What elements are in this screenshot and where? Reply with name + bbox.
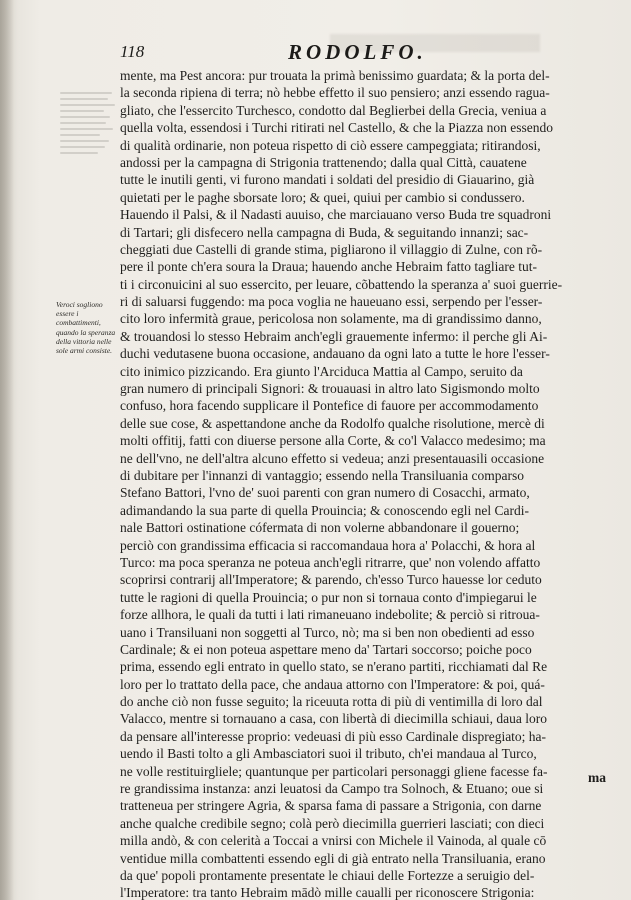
text-line: Hauendo il Palsi, & il Nadasti auuiso, che marciauano verso Buda tre squadroni xyxy=(120,207,552,223)
text-line: tutte le ragioni di quella Prouincia; o pur non si tornaua conto d'impiegarui le xyxy=(120,589,537,605)
text-line: Stefano Battori, l'vno de' suoi parenti con gran numero di Cosacchi, armato, xyxy=(120,485,530,501)
text-line: quella volta, essendosi i Turchi ritirati nel Castello, & che la Piazza non essendo xyxy=(120,120,554,136)
text-line: la seconda ripiena di terra; nò hebbe effetto il suo pensiero; anzi essendo ragua- xyxy=(120,85,550,101)
text-line: uendo il Basti tolto a gli Ambasciatori suoi il tributo, ch'ei mandaua al Turco, xyxy=(120,746,537,762)
page-header xyxy=(120,40,620,66)
text-line: delle sue cose, & aspettandone anche da Rodolfo qualche risolutione, mercè di xyxy=(120,415,545,431)
text-line: perciò con grandissima efficacia si raccomandaua hora a' Polacchi, & hora al xyxy=(120,537,536,553)
text-line: di Tartari; gli disfecero nella campagna di Buda, & seguitando innanzi; sac- xyxy=(120,224,529,240)
text-line: ti i circonuicini al suo essercito, per leuare, cõbattendo la speranza a' suoi guerrie- xyxy=(120,276,563,292)
text-line: ne dell'vno, ne dell'altra alcuno effetto si vedeua; anzi presentauasili occasione xyxy=(120,450,545,466)
text-line: tratteneua per stringere Agria, & sparsa fama di passare a Strigonia, con darne xyxy=(120,798,542,814)
text-line: molti offitij, fatti con diuerse persone alla Corte, & co'l Valacco medesimo; ma xyxy=(120,433,546,449)
text-line: mente, ma Pest ancora: pur trouata la primà benissimo guardata; & la porta del- xyxy=(120,68,550,83)
text-line: tutte le inutili genti, vi furono mandati i soldati del presidio di Giauarino, già xyxy=(120,172,535,188)
running-title: RODOLFO. xyxy=(288,40,427,64)
text-line: pere il ponte ch'era soura la Draua; hauendo anche Hebraim fatto tagliare tut- xyxy=(120,259,537,275)
text-line: milla andò, & con celerità a Toccai a vnirsi con Michele il Vainoda, al quale cō xyxy=(120,833,547,849)
text-line: forze allhora, le quali da tutti i lati rimaneuano indebolite; & perciò si ritroua- xyxy=(120,607,540,623)
text-line: gliato, che l'essercito Turchesco, condotto dal Beglierbei della Grecia, veniua a xyxy=(120,102,547,118)
text-line: da que' popoli prontamente presentate le chiaui delle Fortezze a seruigio del- xyxy=(120,867,535,883)
text-line: ne volle restituirgliele; quantunque per particolari personaggi gliene facesse fa- xyxy=(120,763,548,779)
text-line: scoprirsi contrarij all'Imperatore; & parendo, ch'esso Turco hauesse lor ceduto xyxy=(120,572,542,588)
text-line: re grandissima instanza: anzi leuatosi da Campo tra Solnoch, & Etuano; oue si xyxy=(120,781,544,797)
page-binding-shadow xyxy=(0,0,14,900)
text-line: Valacco, mentre si tornauano a casa, con libertà di diecimilla schiaui, daua loro xyxy=(120,711,547,727)
text-line: & trouandosi lo stesso Hebraim anch'egli grauemente infermo: il perche gli Ai- xyxy=(120,328,548,344)
text-line: cheggiati due Castelli di grande stima, pigliarono il villaggio di Zulne, con rõ- xyxy=(120,241,543,257)
text-line: quietati per le paghe sborsate loro; & quei, quiui per cambio si condussero. xyxy=(120,189,525,205)
text-line: gran numero di principali Signori: & trouauasi in altro lato Sigismondo molto xyxy=(120,381,540,397)
text-line: prima, essendo egli entrato in quello stato, se n'erano partiti, ricchiamati dal Re xyxy=(120,659,548,675)
text-line: anche qualche credibile segno; colà però diecimilla guerrieri lasciati; con dieci xyxy=(120,815,545,831)
text-line: di dubitare per l'innanzi di vantaggio; essendo nella Transiluania comparso xyxy=(120,467,524,483)
text-line: do anche ciò non fusse seguito; la riceuuta rotta di più di ventimilla di loro dal xyxy=(120,694,543,710)
text-line: confuso, hora facendo supplicare il Pontefice di fauore per accommodamento xyxy=(120,398,539,414)
text-line: nale Battori ostinatione cófermata di non volerne abbandonare il gouerno; xyxy=(120,520,520,536)
text-line: di qualità ordinarie, non poteua rispetto di ciò essere campeggiata; ritirandosi, xyxy=(120,137,541,153)
catchword: ma xyxy=(588,770,606,785)
body-text xyxy=(120,67,620,900)
text-line: adimandando la sua parte di quella Prouincia; & conoscendo egli nel Cardi- xyxy=(120,502,530,518)
text-line: cito loro infermità graue, pericolosa non solamente, ma di grandissimo danno, xyxy=(120,311,542,327)
text-line: ventidue milla combattenti essendo egli di già entrato nella Transiluania, erano xyxy=(120,850,546,866)
text-line: ri di saluarsi fuggendo: ma poca voglia ne haueuano essi, serpendo per l'esser- xyxy=(120,294,543,310)
text-line: Cardinale; & ei non poteua aspettare meno da' Tartari soccorso; poiche poco xyxy=(120,641,532,657)
text-line: l'Imperatore: tra tanto Hebraim mādò mille caualli per riconoscere Strigonia: xyxy=(120,885,535,900)
faded-marginal-bleed xyxy=(60,88,118,180)
text-line: da pensare all'interesse proprio: vedeuasi di più esso Cardinale dispregiato; ha- xyxy=(120,728,547,744)
text-line: andossi per la campagna di Strigonia trattenendo; dalla qual Città, cauatene xyxy=(120,154,527,170)
page-number: 118 xyxy=(120,42,145,61)
marginal-note: Veroci sogliono essere i combattimenti, quando la speranza della vittoria nelle sole armi consiste. xyxy=(56,300,116,356)
text-line: duchi vedutasene buona occasione, andauano da ogni lato a tutte le hore l'esser- xyxy=(120,346,550,362)
text-line: loro per lo trattato della pace, che andaua attorno con l'Imperatore: & poi, quá- xyxy=(120,676,545,692)
text-line: uano i Transiluani non soggetti al Turco, nò; ma si ben non obedienti ad esso xyxy=(120,624,535,640)
text-line: cito inimico pizzicando. Era giunto l'Arciduca Mattia al Campo, seruito da xyxy=(120,363,523,379)
text-line: Turco: ma poca speranza ne poteua anch'egli ritrarre, que' non volendo affatto xyxy=(120,554,541,570)
